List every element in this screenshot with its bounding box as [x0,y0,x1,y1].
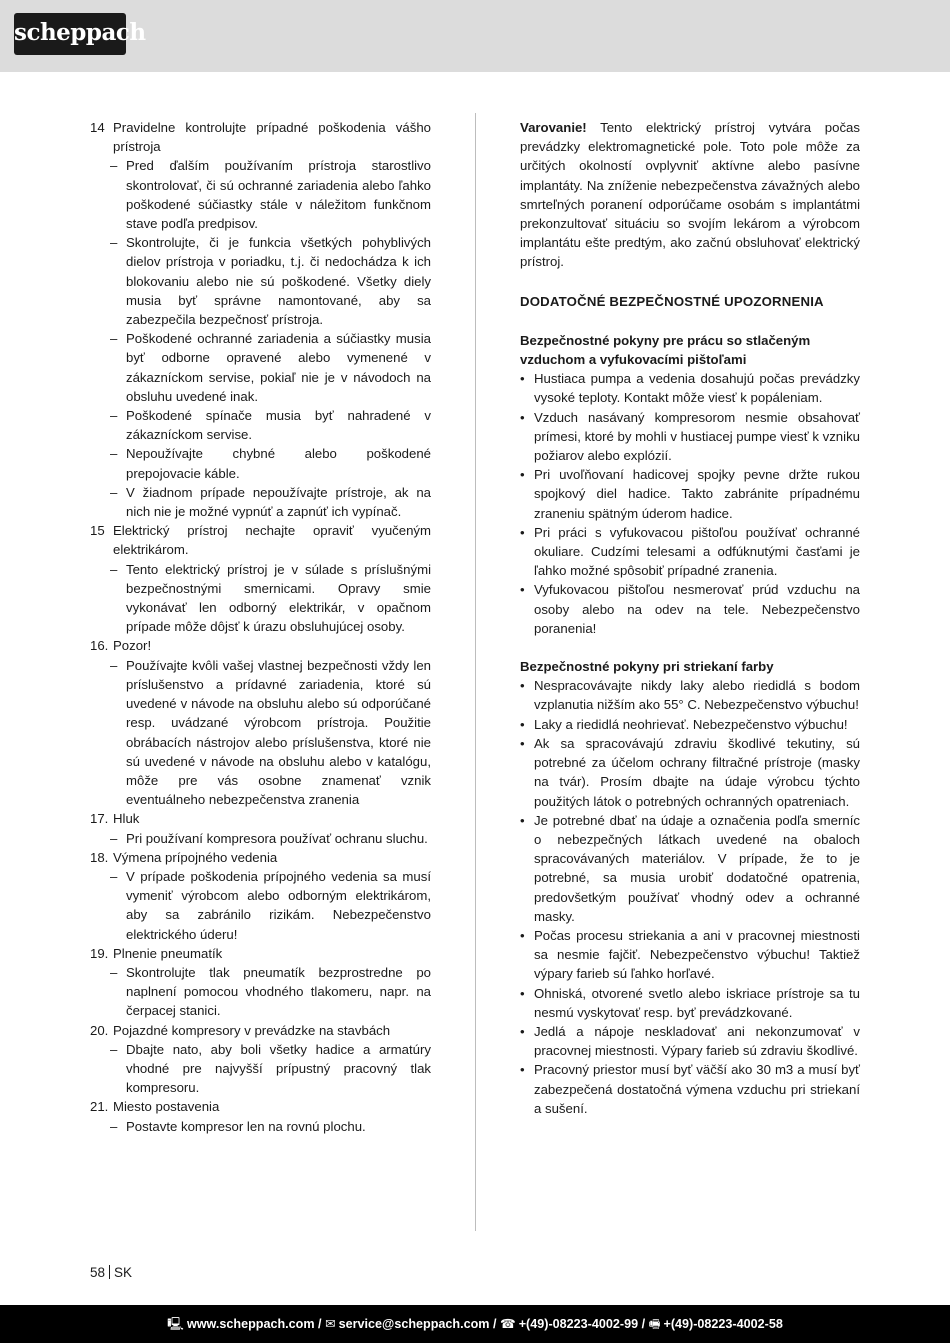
bullet-text: Jedlá a nápoje neskladovať ani nekonzumovať v pracovnej miestnosti. Výpary farieb sú zdraviu škodlivé. [534,1023,860,1059]
bullet-text: Je potrebné dbať na údaje a označenia podľa smerníc o nebezpečných látkach uvedené na obaloch spracovávaných materiálov. V prípade, že to je potrebné, sa musia urobiť dodatočné opatrenia, predovšetkým používať vhodný odev a ochranné masky. [534,812,860,924]
bullet-item [520,523,860,581]
bullet-text: Ohniská, otvorené svetlo alebo iskriace prístroje sa tu nesmú vyskytovať resp. byť prevádzkované. [534,985,860,1020]
numbered-item [90,848,431,867]
sub-item [90,1040,431,1098]
item-text: Pozor! [113,638,152,654]
bullet-item [520,1060,860,1118]
bullet-marker: • [520,1062,525,1078]
sub-item-text: Pred ďalším používaním prístroja starostlivo skontrolovať, či sú ochranné zariadenia alebo ľahko poškodené súčiastky stále v náležitom funkčnom stave podľa predpisov. [126,158,431,232]
item-text: Pojazdné kompresory v prevádzke na stavbách [113,1022,391,1038]
sub-item-text: Skontrolujte tlak pneumatík bezprostredne po naplnení pomocou vhodného tlakomeru, napr. na čerpacej stanici. [126,964,431,1019]
item-text: Hluk [113,811,140,827]
dash-marker: – [110,235,118,251]
bullet-item [520,984,860,1022]
sub-item [90,444,431,482]
bullet-marker: • [520,678,525,694]
bullet-item [520,715,860,734]
dash-marker: – [110,561,118,577]
bullet-marker: • [520,927,525,943]
item-number: 19. [90,945,109,961]
sub-item-text: Používajte kvôli vašej vlastnej bezpečnosti vždy len príslušenstvo a prídavné zariadenia, ktoré sú uvedené v návode na obsluhu alebo sú odporúčané resp. uvádzané výrobcom prístroja. Použitie obrábacích nástrojov alebo príslušenstva, ktoré nie sú uvedené v návode na obsluhu alebo v katalógu, môže pre vás osobne znamenať vznik eventuálneho nebezpečenstva zranenia [126,657,431,808]
left-column [90,118,431,1136]
dash-marker: – [110,408,118,424]
bullet-marker: • [520,467,525,483]
right-column [520,118,860,1118]
numbered-item [90,944,431,963]
item-text: Plnenie pneumatík [113,945,223,961]
sub-item [90,233,431,329]
item-number: 14 [90,120,105,135]
sub-item [90,867,431,944]
sub-item-text: Pri používaní kompresora používať ochranu sluchu. [126,830,428,846]
sub-item-text: V prípade poškodenia prípojného vedenia sa musí vymeniť výrobcom alebo odborným elektrikárom, aby sa zabránilo rizikám. Nebezpečenstvo elektrického úderu! [126,868,431,942]
sub-item-text: Tento elektrický prístroj je v súlade s príslušnými bezpečnostnými smernicami. Opravy smie vykonávať len odborný elektrikár, v opačnom prípade môže dôjsť k úrazu obsluhujúcej osoby. [126,561,431,635]
bullet-text: Pri práci s vyfukovacou pištoľou používať ochranné okuliare. Cudzími telesami a odfúknutými časťami je ľahko možné spôsobiť prípadné zranenia. [534,524,860,579]
envelope-icon: ✉ [325,1317,336,1331]
bullet-text: Počas procesu striekania a ani v pracovnej miestnosti sa nesmie fajčiť. Nebezpečenstvo výbuchu! Taktiež výpary farieb sú ľahko horľavé. [534,927,860,982]
item-text: Miesto postavenia [113,1099,220,1115]
item-text: Pravidelne kontrolujte prípadné poškodenia vášho prístroja [113,120,431,155]
footer-email: service@scheppach.com / [338,1317,497,1331]
bullet-marker: • [520,371,525,387]
dash-marker: – [110,331,118,347]
paint-spraying-title: Bezpečnostné pokyny pri striekaní farby [520,659,774,675]
numbered-item [90,809,431,828]
footer-fax: +(49)-08223-4002-58 [663,1317,783,1331]
sub-item-text: Poškodené ochranné zariadenia a súčiastky musia byť odborne opravené alebo vymenené v zákazníckom servise, pokiaľ nie je v návodoch na obsluhu uvedené inak. [126,331,431,404]
dash-marker: – [110,830,118,846]
page-language: SK [114,1265,133,1280]
numbered-item [90,1097,431,1116]
bullet-item [520,465,860,523]
bullet-text: Nespracovávajte nikdy laky alebo riedidlá s bodom vzplanutia nižším ako 55° C. Nebezpečenstvo výbuchu! [534,678,860,713]
page-number-value: 58 [90,1265,106,1280]
bullet-marker: • [520,409,525,425]
dash-marker: – [110,1118,118,1134]
bullet-item [520,676,860,714]
item-number: 15 [90,523,105,539]
bullet-text: Vzduch nasávaný kompresorom nesmie obsahovať prímesi, ktoré by mohli v hustiacej pumpe viesť k vzniku požiarov alebo explózií. [534,409,860,464]
bullet-marker: • [520,985,525,1001]
sub-item-text: Nepoužívajte chybné alebo poškodené prepojovacie káble. [126,446,431,481]
sub-item-text: Dbajte nato, aby boli všetky hadice a armatúry vhodné pre najvyšší prípustný pracovný tlak kompresoru. [126,1041,431,1096]
dash-marker: – [110,657,118,673]
bullet-text: Ak sa spracovávajú zdraviu škodlivé tekutiny, sú potrebné za účelom ochrany filtračné prístroje (masky na tvár). Prosím dbajte na údaje výrobcu týchto použitých látok o potrebných ochranných opatreniach. [534,735,860,809]
sub-item [90,406,431,444]
computer-icon: 🖳 [167,1317,184,1331]
sub-item [90,560,431,637]
warning-text: Tento elektrický prístroj vytvára počas prevádzky elektromagnetické pole. Toto pole môže za určitých okolností ovplyvniť aktívne alebo pasívne implantáty. Na zníženie nebezpečenstva závažných alebo smrteľných poranení odporúčame osobám s implantátmi prekonzultovať situáciu so svojím lekárom a výrobcom implantátu ešte predtým, ako začnú obsluhovať elektrický prístroj. [520,120,860,270]
footer-phone: +(49)-08223-4002-99 / [518,1317,646,1331]
phone-icon: ☎ [500,1317,516,1331]
bullet-marker: • [520,735,525,751]
header-band [0,0,950,72]
bullet-text: Vyfukovacou pištoľou nesmerovať prúd vzduchu na osoby alebo na odev na tele. Nebezpečenstvo poranenia! [534,582,860,636]
fax-icon: 🖷 [648,1317,661,1331]
dash-marker: – [110,1041,118,1057]
sub-item [90,829,431,848]
bullet-item [520,734,860,811]
item-number: 21. [90,1099,109,1115]
bullet-marker: • [520,812,525,828]
dash-marker: – [110,158,118,174]
dash-marker: – [110,868,118,884]
sub-item [90,656,431,810]
sub-item-text: Postavte kompresor len na rovnú plochu. [126,1118,366,1134]
brand-logo: scheppach [14,13,126,55]
compressed-air-list [520,369,860,638]
bullet-item [520,369,860,407]
sub-item-text: Skontrolujte, či je funkcia všetkých pohyblivých dielov prístroja v poriadku, t.j. či nedochádza k ich blokovaniu alebo nie sú poškodené. Všetky diely musia byť správne namontované, aby sa zabezpečila bezpečnosť prístroja. [126,235,431,328]
item-number: 20. [90,1022,109,1038]
item-text: Výmena prípojného vedenia [113,849,278,865]
bullet-text: Laky a riedidlá neohrievať. Nebezpečenstvo výbuchu! [534,716,848,732]
bullet-text: Hustiaca pumpa a vedenia dosahujú počas prevádzky vysoké teploty. Kontakt môže viesť k popáleniam. [534,371,860,406]
bullet-text: Pracovný priestor musí byť väčší ako 30 m3 a musí byť zabezpečená dostatočná výmena vzduchu pri striekaní a sušení. [534,1062,860,1116]
emf-warning [520,118,860,272]
bullet-marker: • [520,716,525,732]
bullet-item [520,408,860,466]
sub-item-text: V žiadnom prípade nepoužívajte prístroje, ak na nich nie je možné vypnúť a zapnúť ich vypínač. [126,484,431,520]
sub-item-text: Poškodené spínače musia byť nahradené v zákazníckom servise. [126,408,431,443]
warning-label: Varovanie! [520,120,587,135]
bullet-item [520,580,860,638]
bullet-item [520,811,860,926]
compressed-air-title: Bezpečnostné pokyny pre prácu so stlačeným vzduchom a vyfukovacími pištoľami [520,332,811,368]
paint-spraying-list [520,676,860,1118]
bullet-item [520,926,860,984]
bullet-item [520,1022,860,1060]
footer-contact-bar [0,1305,950,1343]
item-number: 16. [90,638,109,654]
bullet-text: Pri uvoľňovaní hadicovej spojky pevne držte rukou spojkový diel hadice. Takto zabránite prípadnému zraneniu spätným úderom hadice. [534,467,860,521]
bullet-marker: • [520,524,525,540]
item-number: 18. [90,849,109,865]
column-divider [475,113,476,1231]
bullet-marker: • [520,582,525,598]
numbered-item [90,118,431,156]
item-number: 17. [90,811,109,827]
dash-marker: – [110,446,118,462]
dash-marker: – [110,964,118,980]
sub-item [90,329,431,406]
item-text: Elektrický prístroj nechajte opraviť vyučeným elektrikárom. [113,523,431,558]
dash-marker: – [110,484,118,500]
numbered-item [90,636,431,655]
sub-item [90,156,431,233]
section-title: DODATOČNÉ BEZPEČNOSTNÉ UPOZORNENIA [520,293,824,309]
page-number [90,1265,132,1280]
numbered-item [90,521,431,559]
sub-item [90,963,431,1021]
sub-item [90,483,431,521]
bullet-marker: • [520,1023,525,1039]
numbered-item [90,1021,431,1040]
sub-item [90,1117,431,1136]
footer-website: www.scheppach.com / [186,1317,322,1331]
